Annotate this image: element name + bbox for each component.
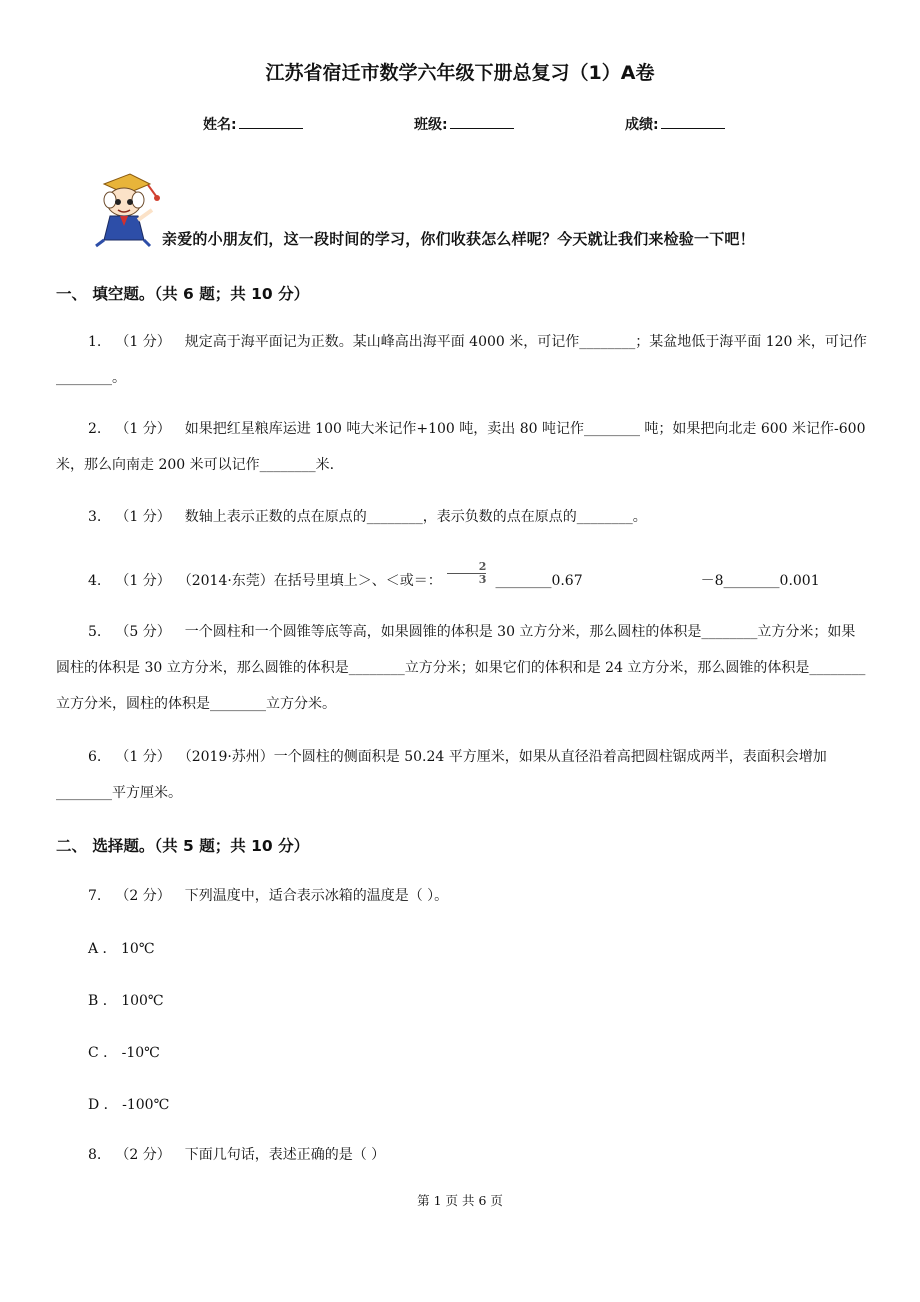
question-points: （2 分） <box>115 888 171 904</box>
section-title-fill-in: 一、 填空题。（共 6 题；共 10 分） <box>56 285 310 303</box>
question-points: （1 分） <box>115 509 171 525</box>
question-number: 4. <box>88 573 102 589</box>
class-field[interactable] <box>414 114 514 134</box>
question-8 <box>56 1137 868 1173</box>
question-text: 下列温度中，适合表示冰箱的温度是（ ）。 <box>184 888 449 904</box>
question-number: 5. <box>88 624 102 640</box>
option-a[interactable]: A ． 10℃ <box>88 941 155 957</box>
question-text: 规定高于海平面记为正数。某山峰高出海平面 4000 米，可记作________；某盆地低于海平面 120 米，可记作________。 <box>56 334 867 386</box>
question-number: 3. <box>88 509 102 525</box>
name-label: 姓名: <box>203 117 237 133</box>
question-4 <box>56 559 868 599</box>
option-c[interactable]: C ． -10℃ <box>88 1045 160 1061</box>
section-title-choice: 二、 选择题。（共 5 题；共 10 分） <box>56 837 310 855</box>
score-blank[interactable] <box>661 114 725 129</box>
question-7 <box>56 878 868 914</box>
comparison-1: ________0.67 <box>495 573 583 589</box>
question-1 <box>56 324 868 396</box>
question-text: 一个圆柱和一个圆锥等底等高，如果圆锥的体积是 30 立方分米，那么圆柱的体积是________立方分米；如果圆柱的体积是 30 立方分米，那么圆锥的体积是________立方分米；如果它们的体积和是 24 立方分米，那么圆锥的体积是________立方分米，圆柱的体积是________立方分米。 <box>56 624 866 712</box>
question-text: 数轴上表示正数的点在原点的________，表示负数的点在原点的________。 <box>184 509 647 525</box>
question-number: 8. <box>88 1147 102 1163</box>
page-title: 江苏省宿迁市数学六年级下册总复习（1）A卷 <box>265 62 655 84</box>
question-points: （2 分） <box>115 1147 171 1163</box>
option-b[interactable]: B ． 100℃ <box>88 993 164 1009</box>
question-number: 7. <box>88 888 102 904</box>
question-text: （2019·苏州）一个圆柱的侧面积是 50.24 平方厘米，如果从直径沿着高把圆柱锯成两半，表面积会增加________平方厘米。 <box>56 749 827 801</box>
page-footer: 第 1 页 共 6 页 <box>417 1193 503 1208</box>
question-number: 6. <box>88 749 102 765</box>
question-3 <box>56 499 868 535</box>
class-blank[interactable] <box>450 114 514 129</box>
question-number: 1. <box>88 334 102 350</box>
question-text: 下面几句话，表述正确的是（ ） <box>184 1147 386 1163</box>
comparison-2: －8________0.001 <box>700 573 820 589</box>
name-blank[interactable] <box>239 114 303 129</box>
question-text: （2014·东莞）在括号里填上＞、＜或＝： <box>184 573 442 589</box>
fraction-denominator: 3 <box>447 573 487 586</box>
question-text: 如果把红星粮库运进 100 吨大米记作+100 吨，卖出 80 吨记作________ 吨；如果把向北走 600 米记作-600 米，那么向南走 200 米可以记作________米. <box>56 421 866 473</box>
question-2 <box>56 411 868 483</box>
question-points: （1 分） <box>115 749 171 765</box>
fraction-two-thirds <box>446 561 488 586</box>
question-5 <box>56 614 868 722</box>
name-field[interactable] <box>203 114 303 134</box>
question-points: （1 分） <box>115 334 171 350</box>
mascot-icon <box>90 170 164 248</box>
question-points: （5 分） <box>115 624 171 640</box>
fraction-numerator: 2 <box>478 559 487 573</box>
option-d[interactable]: D ． -100℃ <box>88 1097 170 1113</box>
question-number: 2. <box>88 421 102 437</box>
greeting-text: 亲爱的小朋友们，这一段时间的学习，你们收获怎么样呢？今天就让我们来检验一下吧！ <box>162 230 755 248</box>
question-points: （1 分） <box>115 421 171 437</box>
student-info-row <box>0 114 920 138</box>
question-points: （1 分） <box>115 573 171 589</box>
score-label: 成绩: <box>625 117 659 133</box>
class-label: 班级: <box>414 117 448 133</box>
question-6 <box>56 739 868 811</box>
score-field[interactable] <box>625 114 725 134</box>
